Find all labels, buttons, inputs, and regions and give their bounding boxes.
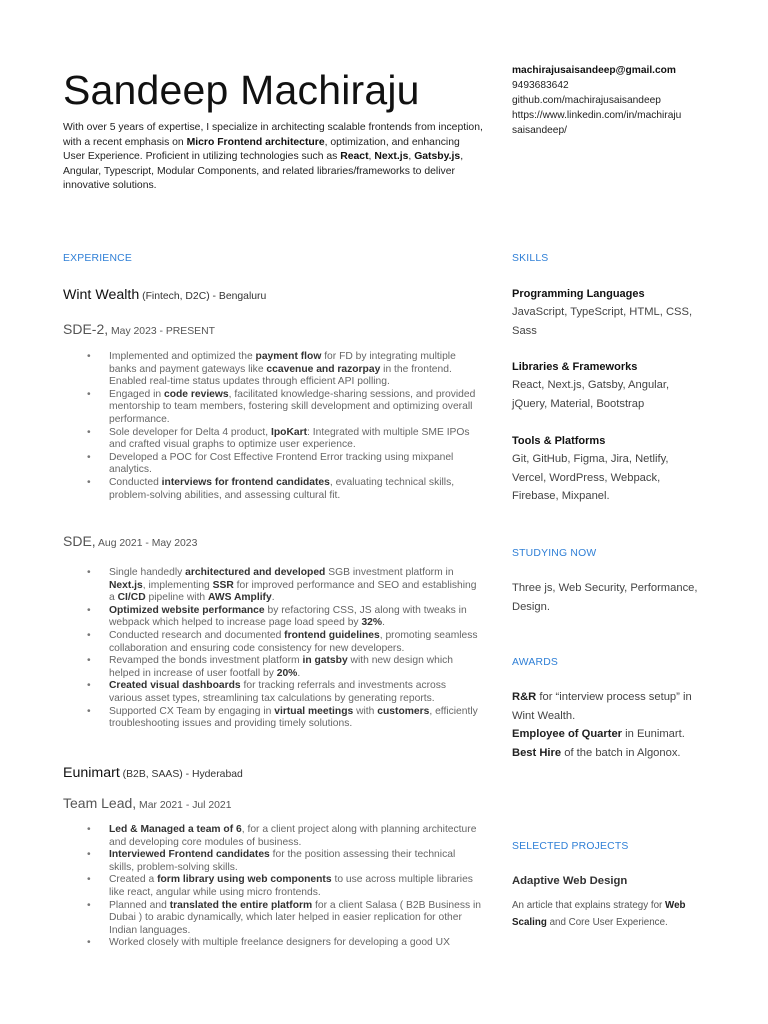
bullet-item: • Planned and translated the entire platform for a client Salasa ( B2B Business in Dubai ) to arabic dynamically, which later helped in easier replication for other Indian languages.: [63, 900, 481, 938]
candidate-name: Sandeep Machiraju: [63, 67, 420, 113]
skill-group-body: React, Next.js, Gatsby, Angular, jQuery, Material, Bootstrap: [512, 379, 670, 410]
contact-github[interactable]: github.com/machirajusaisandeep: [512, 95, 661, 106]
studying-heading: STUDYING NOW: [512, 548, 597, 559]
bullet-item: • Conducted research and documented frontend guidelines, promoting seamless collaboration and ensuring code consistency for new developers.: [63, 630, 481, 655]
bullet-item: • Sole developer for Delta 4 product, IpoKart: Integrated with multiple SME IPOs and crafted visual graphs to optimize user experience.: [63, 427, 481, 452]
company-eunimart: [63, 765, 243, 781]
bullet-item: • Interviewed Frontend candidates for the position assessing their technical skills, problem-solving skills.: [63, 849, 481, 874]
company-name: Eunimart: [63, 765, 120, 781]
bullet-item: • Led & Managed a team of 6, for a client project along with planning architecture and developing core modules of business.: [63, 824, 481, 849]
contact-block: [512, 63, 684, 138]
company-meta: (Fintech, D2C) - Bengaluru: [139, 291, 267, 302]
bullet-item: • Engaged in code reviews, facilitated knowledge-sharing sessions, and provided mentorship to team members, fostering skill development and optimizing overall performance.: [63, 389, 481, 427]
role-dates: Aug 2021 - May 2023: [95, 538, 198, 549]
company-meta: (B2B, SAAS) - Hyderabad: [119, 769, 243, 780]
bullet-list-sde-2: [63, 351, 481, 502]
award-item: R&R for “interview process setup” in Wint Wealth.: [512, 691, 692, 722]
studying-body: Three js, Web Security, Performance, Design.: [512, 582, 698, 613]
role-title: SDE-2,: [63, 321, 109, 337]
bullet-item: • Conducted interviews for frontend candidates, evaluating technical skills, problem-solving abilities, and assessing cultural fit.: [63, 477, 481, 502]
role-dates: Mar 2021 - Jul 2021: [136, 800, 232, 811]
role-dates: May 2023 - PRESENT: [108, 326, 215, 337]
role-title: SDE,: [63, 533, 96, 549]
award-item: Best Hire of the batch in Algonox.: [512, 746, 681, 759]
role-team-lead: [63, 795, 231, 811]
bullet-item: • Supported CX Team by engaging in virtual meetings with customers, efficiently troubleshooting issues and providing timely solutions.: [63, 706, 481, 731]
bullet-item: • Created visual dashboards for tracking referrals and investments across various asset types, streamlining tax calculations by generating reports.: [63, 680, 481, 705]
projects-heading: SELECTED PROJECTS: [512, 841, 629, 852]
experience-heading: EXPERIENCE: [63, 253, 132, 264]
bullet-list-sde: [63, 567, 481, 731]
bullet-item: • Optimized website performance by refactoring CSS, JS along with tweaks in webpack which helped to increase page load speed by 32%.: [63, 605, 481, 630]
bullet-item: • Developed a POC for Cost Effective Frontend Error tracking using mixpanel analytics.: [63, 452, 481, 477]
skill-group-title: Libraries & Frameworks: [512, 361, 638, 373]
skill-group-body: JavaScript, TypeScript, HTML, CSS, Sass: [512, 306, 693, 337]
company-name: Wint Wealth: [63, 287, 140, 303]
awards-list: [512, 688, 702, 762]
project-description: An article that explains strategy for Web Scaling and Core User Experience.: [512, 900, 686, 928]
contact-linkedin[interactable]: https://www.linkedin.com/in/machirajusaisandeep/: [512, 110, 682, 136]
bullet-list-team-lead: [63, 824, 481, 950]
bullet-item: • Worked closely with multiple freelance designers for developing a good UX: [63, 937, 481, 950]
award-item: Employee of Quarter in Eunimart.: [512, 728, 685, 740]
project-title[interactable]: Adaptive Web Design: [512, 875, 628, 887]
bullet-item: • Implemented and optimized the payment flow for FD by integrating multiple banks and payment gateways like ccavenue and razorpay in the frontend. Enabled real-time status updates through efficient API polling.: [63, 351, 481, 389]
summary-paragraph: With over 5 years of expertise, I specialize in architecting scalable frontends from inception, with a recent emphasis on Micro Frontend architecture, optimization, and enhancing User Experience. Proficient in utilizing technologies such as React, Next.js, Gatsby.js, Angular, Typescript, Modular Components, and related libraries/frameworks to deliver innovative solutions.: [63, 122, 483, 192]
awards-heading: AWARDS: [512, 657, 559, 668]
company-wint-wealth: [63, 287, 266, 303]
skill-group-title: Programming Languages: [512, 288, 645, 300]
role-sde: [63, 533, 197, 549]
role-title: Team Lead,: [63, 795, 137, 811]
bullet-item: • Single handedly architectured and developed SGB investment platform in Next.js, implementing SSR for improved performance and SEO and establishing a CI/CD pipeline with AWS Amplify.: [63, 567, 481, 605]
bullet-item: • Revamped the bonds investment platform in gatsby with new design which helped in increase of user footfall by 20%.: [63, 655, 481, 680]
skill-group-body: Git, GitHub, Figma, Jira, Netlify, Vercel, WordPress, Webpack, Firebase, Mixpanel.: [512, 453, 669, 502]
role-sde-2: [63, 321, 215, 337]
contact-email[interactable]: machirajusaisandeep@gmail.com: [512, 65, 676, 76]
skills-heading: SKILLS: [512, 253, 549, 264]
skill-group-title: Tools & Platforms: [512, 435, 606, 447]
contact-phone: 9493683642: [512, 80, 569, 91]
bullet-item: • Created a form library using web components to use across multiple libraries like react, angular while using micro frontends.: [63, 874, 481, 899]
